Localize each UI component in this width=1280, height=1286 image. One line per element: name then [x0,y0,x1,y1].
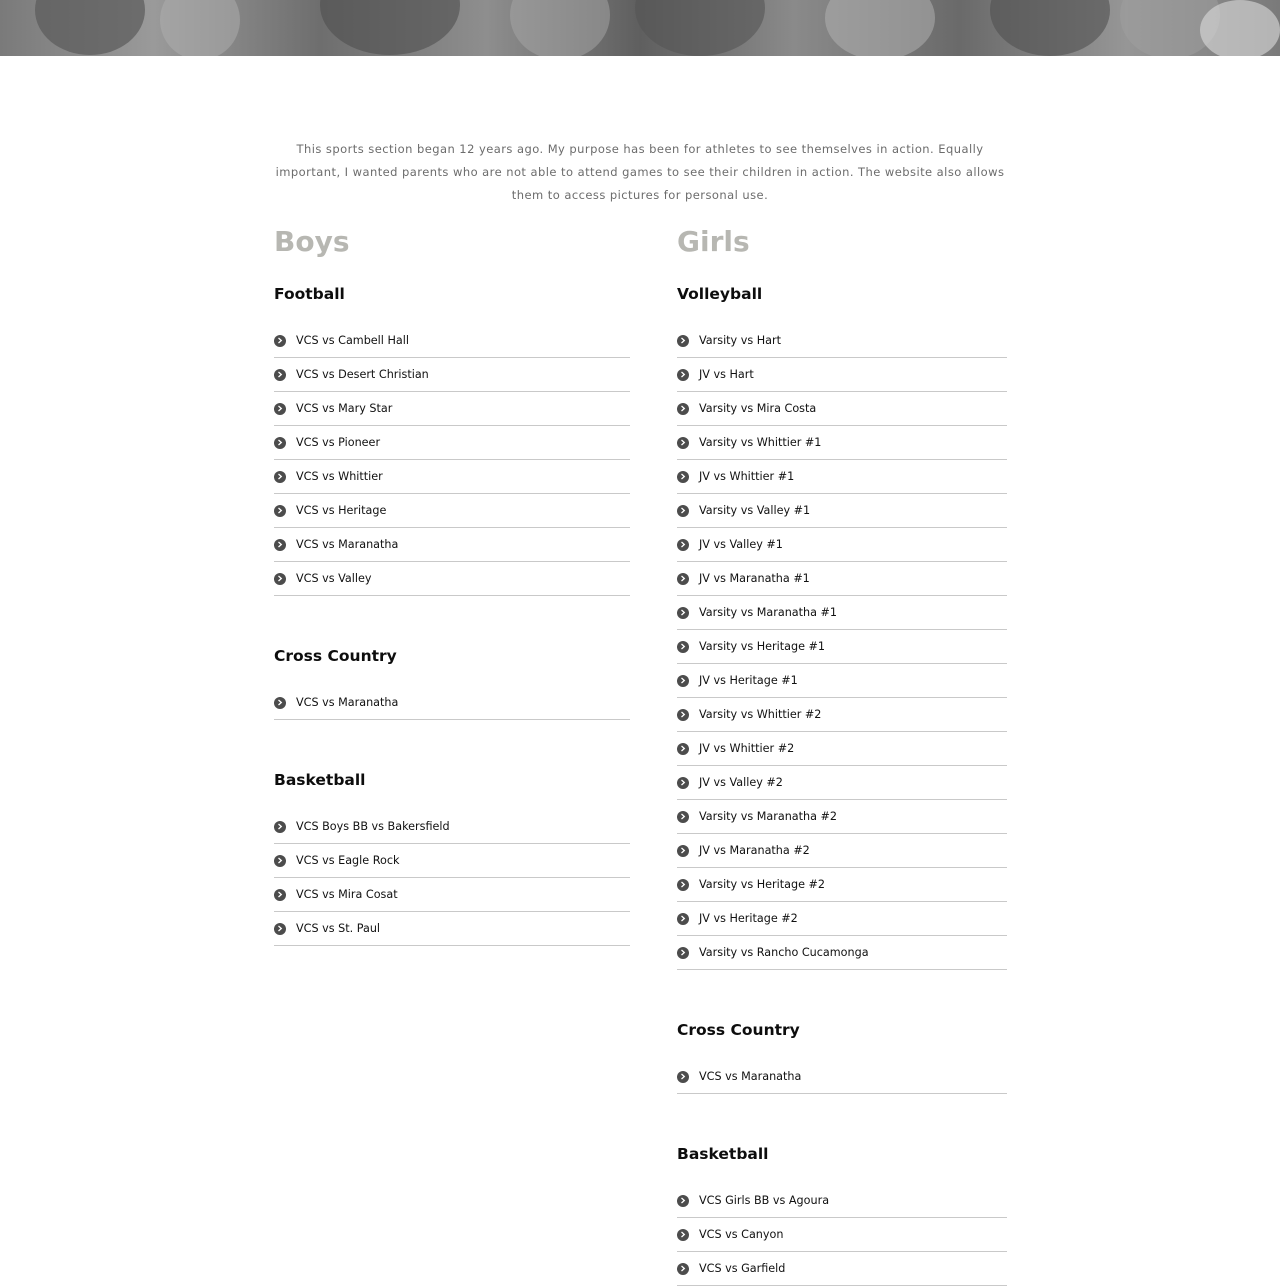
game-label: JV vs Maranatha #2 [699,844,810,857]
chevron-right-circle-icon [274,889,286,901]
football-players-photo [0,0,1280,56]
boys-football-section [274,284,630,596]
chevron-right-circle-icon [274,369,286,381]
chevron-right-circle-icon [274,403,286,415]
girls-cross-country-section [677,1020,1007,1094]
game-label: VCS vs Whittier [296,470,383,483]
game-label: JV vs Valley #1 [699,538,783,551]
game-label: JV vs Hart [699,368,754,381]
game-label: VCS vs Desert Christian [296,368,429,381]
chevron-right-circle-icon [677,913,689,925]
chevron-right-circle-icon [274,437,286,449]
chevron-right-circle-icon [677,845,689,857]
game-link[interactable] [274,686,630,720]
girls-volleyball-list [677,324,1007,970]
chevron-right-circle-icon [677,437,689,449]
chevron-right-circle-icon [677,811,689,823]
game-label: VCS vs Heritage [296,504,387,517]
boys-basketball-section [274,770,630,946]
game-link[interactable] [677,800,1007,834]
game-label: JV vs Whittier #1 [699,470,795,483]
chevron-right-circle-icon [677,1263,689,1275]
girls-volleyball-title: Volleyball [677,285,763,303]
game-label: VCS vs Canyon [699,1228,784,1241]
game-link[interactable] [677,902,1007,936]
girls-column [677,220,1007,1286]
game-label: Varsity vs Maranatha #1 [699,606,838,619]
boys-football-list [274,324,630,596]
game-label: VCS vs Maranatha [296,538,399,551]
game-link[interactable] [677,868,1007,902]
game-label: VCS vs Eagle Rock [296,854,400,867]
chevron-right-circle-icon [274,505,286,517]
girls-cross-country-title: Cross Country [677,1021,800,1039]
chevron-right-circle-icon [274,335,286,347]
game-label: VCS vs Valley [296,572,372,585]
chevron-right-circle-icon [274,573,286,585]
game-label: VCS Boys BB vs Bakersfield [296,820,450,833]
game-link[interactable] [677,596,1007,630]
game-label: Varsity vs Hart [699,334,781,347]
game-link[interactable] [677,494,1007,528]
chevron-right-circle-icon [677,471,689,483]
chevron-right-circle-icon [677,403,689,415]
intro-paragraph: This sports section began 12 years ago. My purpose has been for athletes to see themselves in action. Equally important, I wanted parents who are not able to attend games to see their children in action. The website also allows them to access pictures for personal use. [275,141,1005,203]
game-label: Varsity vs Maranatha #2 [699,810,838,823]
boys-cross-country-list [274,686,630,720]
game-link[interactable] [677,358,1007,392]
boys-basketball-title: Basketball [274,771,366,789]
chevron-right-circle-icon [677,573,689,585]
game-link[interactable] [274,810,630,844]
game-link[interactable] [677,1252,1007,1286]
chevron-right-circle-icon [274,471,286,483]
game-label: VCS vs Pioneer [296,436,381,449]
game-label: Varsity vs Heritage #1 [699,640,826,653]
game-label: VCS vs Mira Cosat [296,888,398,901]
game-label: JV vs Whittier #2 [699,742,795,755]
girls-cross-country-list [677,1060,1007,1094]
game-link[interactable] [274,844,630,878]
girls-basketball-list [677,1184,1007,1286]
chevron-right-circle-icon [274,923,286,935]
game-label: JV vs Heritage #2 [699,912,798,925]
game-link[interactable] [677,324,1007,358]
chevron-right-circle-icon [677,947,689,959]
game-label: Varsity vs Heritage #2 [699,878,826,891]
girls-heading: Girls [677,225,750,258]
game-link[interactable] [677,664,1007,698]
game-link[interactable] [677,460,1007,494]
girls-volleyball-section [677,284,1007,970]
game-label: VCS vs Cambell Hall [296,334,409,347]
game-link[interactable] [274,426,630,460]
game-label: VCS vs Garfield [699,1262,786,1275]
chevron-right-circle-icon [677,1071,689,1083]
chevron-right-circle-icon [677,1195,689,1207]
game-link[interactable] [677,1218,1007,1252]
game-link[interactable] [274,324,630,358]
game-label: VCS vs Maranatha [296,696,399,709]
game-link[interactable] [677,936,1007,970]
game-label: Varsity vs Whittier #1 [699,436,822,449]
chevron-right-circle-icon [677,675,689,687]
game-link[interactable] [677,426,1007,460]
game-label: JV vs Heritage #1 [699,674,798,687]
chevron-right-circle-icon [677,641,689,653]
chevron-right-circle-icon [274,821,286,833]
game-link[interactable] [274,878,630,912]
game-link[interactable] [274,358,630,392]
chevron-right-circle-icon [677,505,689,517]
chevron-right-circle-icon [677,539,689,551]
chevron-right-circle-icon [274,855,286,867]
game-label: Varsity vs Rancho Cucamonga [699,946,869,959]
chevron-right-circle-icon [677,879,689,891]
chevron-right-circle-icon [677,335,689,347]
game-link[interactable] [274,562,630,596]
game-link[interactable] [677,630,1007,664]
game-link[interactable] [677,698,1007,732]
game-link[interactable] [677,562,1007,596]
boys-football-title: Football [274,285,345,303]
chevron-right-circle-icon [677,743,689,755]
game-link[interactable] [274,528,630,562]
game-link[interactable] [677,392,1007,426]
boys-column [274,220,630,946]
chevron-right-circle-icon [677,369,689,381]
chevron-right-circle-icon [274,539,286,551]
game-link[interactable] [274,392,630,426]
chevron-right-circle-icon [677,607,689,619]
game-link[interactable] [274,460,630,494]
game-label: VCS vs Mary Star [296,402,393,415]
game-link[interactable] [274,494,630,528]
game-label: Varsity vs Valley #1 [699,504,811,517]
game-label: VCS vs Maranatha [699,1070,802,1083]
game-link[interactable] [677,528,1007,562]
game-link[interactable] [677,834,1007,868]
game-link[interactable] [677,1184,1007,1218]
game-link[interactable] [274,912,630,946]
game-label: VCS Girls BB vs Agoura [699,1194,830,1207]
game-link[interactable] [677,732,1007,766]
chevron-right-circle-icon [677,777,689,789]
boys-basketball-list [274,810,630,946]
chevron-right-circle-icon [274,697,286,709]
chevron-right-circle-icon [677,1229,689,1241]
game-label: JV vs Valley #2 [699,776,783,789]
boys-heading: Boys [274,225,350,258]
game-label: JV vs Maranatha #1 [699,572,810,585]
hero-banner-image [0,0,1280,56]
boys-cross-country-title: Cross Country [274,647,397,665]
boys-cross-country-section [274,646,630,720]
chevron-right-circle-icon [677,709,689,721]
girls-basketball-title: Basketball [677,1145,769,1163]
game-label: Varsity vs Whittier #2 [699,708,822,721]
game-label: Varsity vs Mira Costa [699,402,817,415]
game-link[interactable] [677,766,1007,800]
game-link[interactable] [677,1060,1007,1094]
game-label: VCS vs St. Paul [296,922,381,935]
girls-basketball-section [677,1144,1007,1286]
